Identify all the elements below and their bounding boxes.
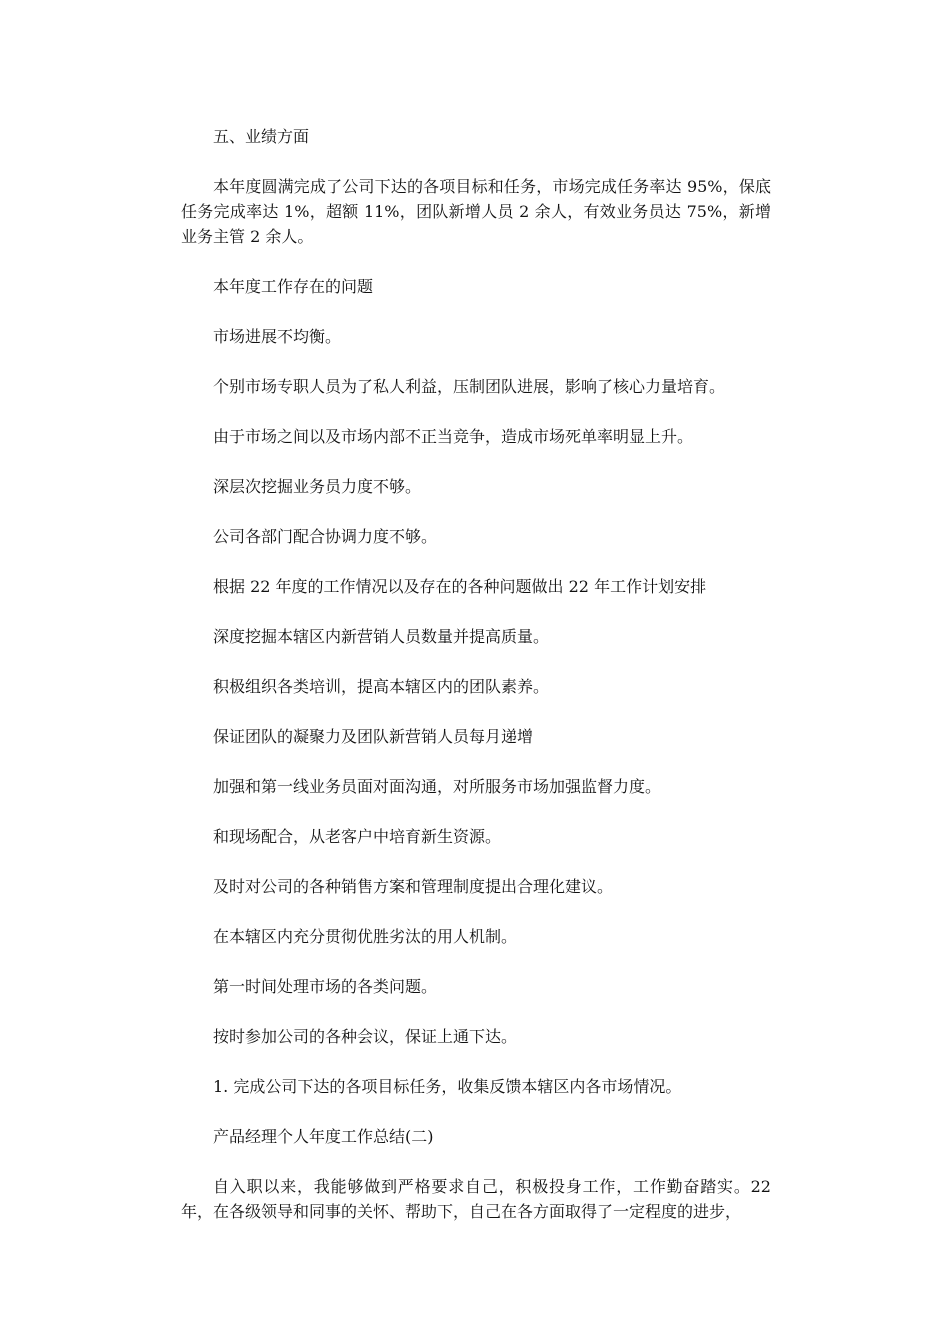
section-heading-performance: 五、业绩方面 [213, 127, 310, 146]
paragraph-problem-2: 个别市场专职人员为了私人利益，压制团队进展，影响了核心力量培育。 [213, 377, 726, 396]
section-heading-summary-2: 产品经理个人年度工作总结(二) [213, 1127, 434, 1146]
paragraph-plan-3: 保证团队的凝聚力及团队新营销人员每月递增 [213, 727, 534, 746]
paragraph-summary-2-intro: 自入职以来，我能够做到严格要求自己，积极投身工作，工作勤奋踏实。22 年，在各级领导和同事的关怀、帮助下，自己在各方面取得了一定程度的进步， [181, 1177, 771, 1221]
paragraph-performance-summary: 本年度圆满完成了公司下达的各项目标和任务，市场完成任务率达 95%，保底任务完成率达 1%，超额 11%，团队新增人员 2 余人，有效业务员达 75%，新增业务主管 2 余人。 [181, 177, 771, 246]
paragraph-plan-5: 和现场配合，从老客户中培育新生资源。 [213, 827, 502, 846]
paragraph-problem-1: 市场进展不均衡。 [213, 327, 342, 346]
paragraph-plan-intro: 根据 22 年度的工作情况以及存在的各种问题做出 22 年工作计划安排 [213, 577, 707, 596]
paragraph-plan-6: 及时对公司的各种销售方案和管理制度提出合理化建议。 [213, 877, 614, 896]
paragraph-plan-4: 加强和第一线业务员面对面沟通，对所服务市场加强监督力度。 [213, 777, 662, 796]
paragraph-problem-5: 公司各部门配合协调力度不够。 [213, 527, 438, 546]
paragraph-plan-9: 按时参加公司的各种会议，保证上通下达。 [213, 1027, 518, 1046]
paragraph-problem-3: 由于市场之间以及市场内部不正当竞争，造成市场死单率明显上升。 [213, 427, 694, 446]
paragraph-plan-7: 在本辖区内充分贯彻优胜劣汰的用人机制。 [213, 927, 518, 946]
paragraph-problem-4: 深层次挖掘业务员力度不够。 [213, 477, 422, 496]
paragraph-plan-8: 第一时间处理市场的各类问题。 [213, 977, 438, 996]
paragraph-plan-1: 深度挖掘本辖区内新营销人员数量并提高质量。 [213, 627, 550, 646]
section-heading-problems: 本年度工作存在的问题 [213, 277, 374, 296]
paragraph-plan-10: 1. 完成公司下达的各项目标任务，收集反馈本辖区内各市场情况。 [213, 1077, 682, 1096]
paragraph-plan-2: 积极组织各类培训，提高本辖区内的团队素养。 [213, 677, 550, 696]
